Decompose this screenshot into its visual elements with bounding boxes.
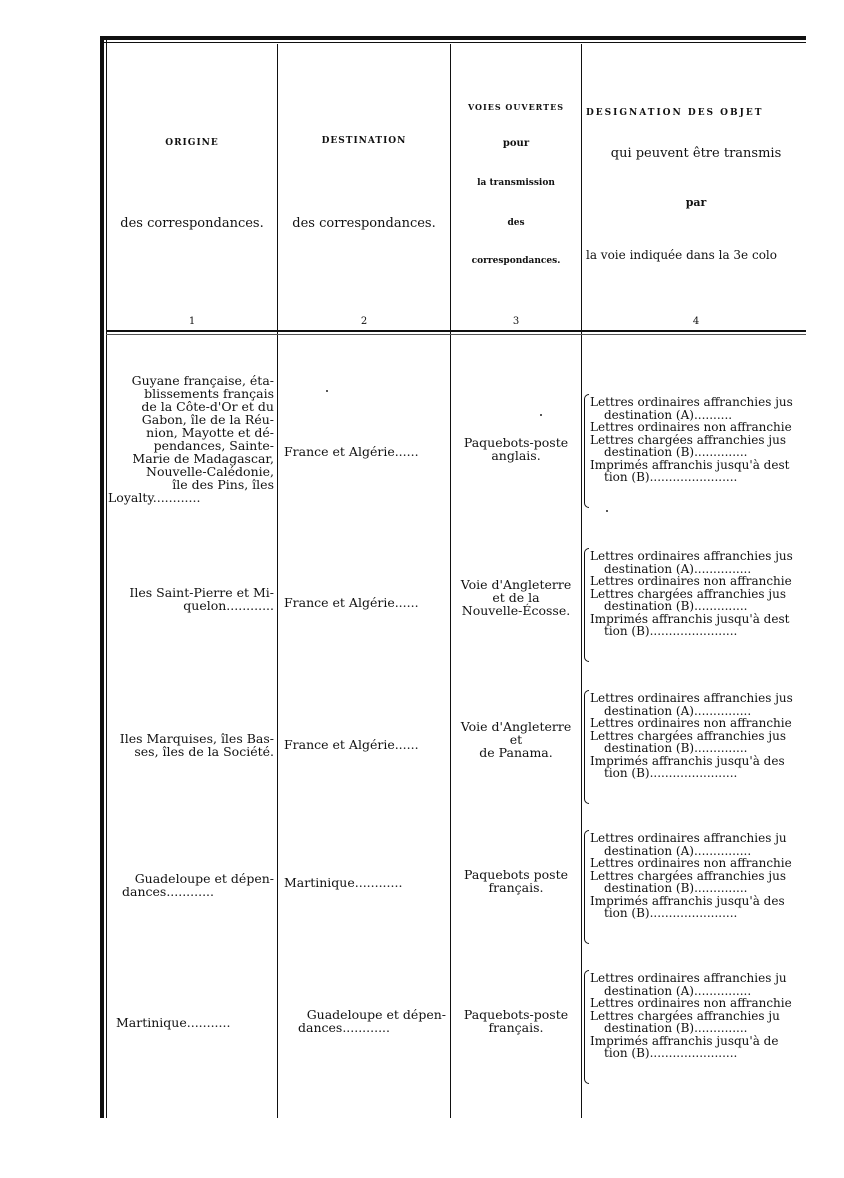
row-3-origin: Iles Marquises, îles Bas- ses, îles de la Société.: [119, 731, 274, 759]
row-3-route: Voie d'Angleterre et de Panama.: [460, 719, 572, 760]
row-1-origin: Guyane française, éta- blissements français de la Côte-d'Or et du Gabon, île de la Réu- nion, Mayotte et dé- pendances, Sainte- Marie de Madagascar, Nouvelle-Calédonie, île des Pins, îles Loyalty............: [108, 373, 274, 505]
row-5-objects: Lettres ordinaires affranchies ju destination (A)............... Lettres ordinaires non affranchie Lettres chargées affranchies ju destination (B).............. Imprimés affranchis jusqu'à de tion (B).......................: [590, 972, 792, 1060]
table-top-rule-thin: [100, 42, 806, 43]
row-4-route: Paquebots poste français.: [463, 867, 569, 895]
column-divider-1: [277, 44, 278, 1118]
row-3-destination: France et Algérie......: [284, 737, 419, 752]
row-2-origin: Iles Saint-Pierre et Mi- quelon............: [129, 585, 274, 613]
column-divider-2: [450, 44, 451, 1118]
scan-speck: [540, 414, 542, 416]
row-4-destination: Martinique............: [284, 875, 403, 890]
table-left-rule-thin: [106, 40, 107, 1118]
header-bottom-rule-thin: [106, 334, 806, 335]
row-3-objects: Lettres ordinaires affranchies jus destination (A)............... Lettres ordinaires non affranchie Lettres chargées affranchies jus destination (B).............. Imprimés affranchis jusqu'à des tion (B).......................: [590, 692, 793, 780]
header-route-number: 3: [512, 316, 520, 327]
row-4-objects: Lettres ordinaires affranchies ju destination (A)............... Lettres ordinaires non affranchie Lettres chargées affranchies jus destination (B).............. Imprimés affranchis jusqu'à des tion (B).......................: [590, 832, 792, 920]
row-2-destination: France et Algérie......: [284, 595, 419, 610]
header-route-line-5: correspondances.: [471, 256, 561, 266]
column-divider-3: [581, 44, 582, 1118]
table-left-rule: [100, 36, 104, 1118]
header-route-line-4: des: [507, 218, 525, 228]
header-objects-line-2: qui peuvent être transmis: [610, 146, 782, 161]
header-origin-number: 1: [188, 316, 196, 327]
row-1-objects: Lettres ordinaires affranchies jus destination (A).......... Lettres ordinaires non affranchie Lettres chargées affranchies jus destination (B).............. Imprimés affranchis jusqu'à dest tion (B).......................: [590, 396, 793, 484]
header-objects-line-1: DÉSIGNATION DES OBJET: [586, 108, 764, 118]
table-top-rule: [100, 36, 806, 40]
row-4-origin: Guadeloupe et dépen- dances............: [122, 871, 274, 899]
header-objects-number: 4: [692, 316, 700, 327]
row-1-route: Paquebots-poste anglais.: [463, 435, 569, 463]
header-bottom-rule: [106, 330, 806, 332]
header-objects-line-3: par: [685, 196, 707, 209]
header-origin-subtitle: des correspondances.: [120, 216, 264, 231]
header-destination-subtitle: des correspondances.: [292, 216, 436, 231]
scan-speck: [606, 510, 608, 512]
row-2-objects: Lettres ordinaires affranchies jus destination (A)............... Lettres ordinaires non affranchie Lettres chargées affranchies jus destination (B).............. Imprimés affranchis jusqu'à dest tion (B).......................: [590, 550, 793, 638]
header-destination-number: 2: [360, 316, 368, 327]
header-route-line-1: VOIES OUVERTES: [467, 102, 565, 112]
header-origin-title: ORIGINE: [165, 138, 219, 148]
row-5-destination: Guadeloupe et dépen- dances............: [298, 1007, 446, 1035]
scan-speck: [326, 390, 328, 392]
header-route-line-3: la transmission: [477, 178, 555, 188]
row-5-origin: Martinique...........: [116, 1015, 231, 1030]
row-1-destination: France et Algérie......: [284, 444, 419, 459]
row-5-route: Paquebots-poste français.: [463, 1007, 569, 1035]
header-objects-line-4: la voie indiquée dans la 3e colo: [586, 248, 777, 262]
header-destination-title: DESTINATION: [321, 136, 407, 146]
row-2-route: Voie d'Angleterre et de la Nouvelle-Écosse.: [460, 577, 572, 618]
header-route-line-2: pour: [502, 138, 530, 149]
